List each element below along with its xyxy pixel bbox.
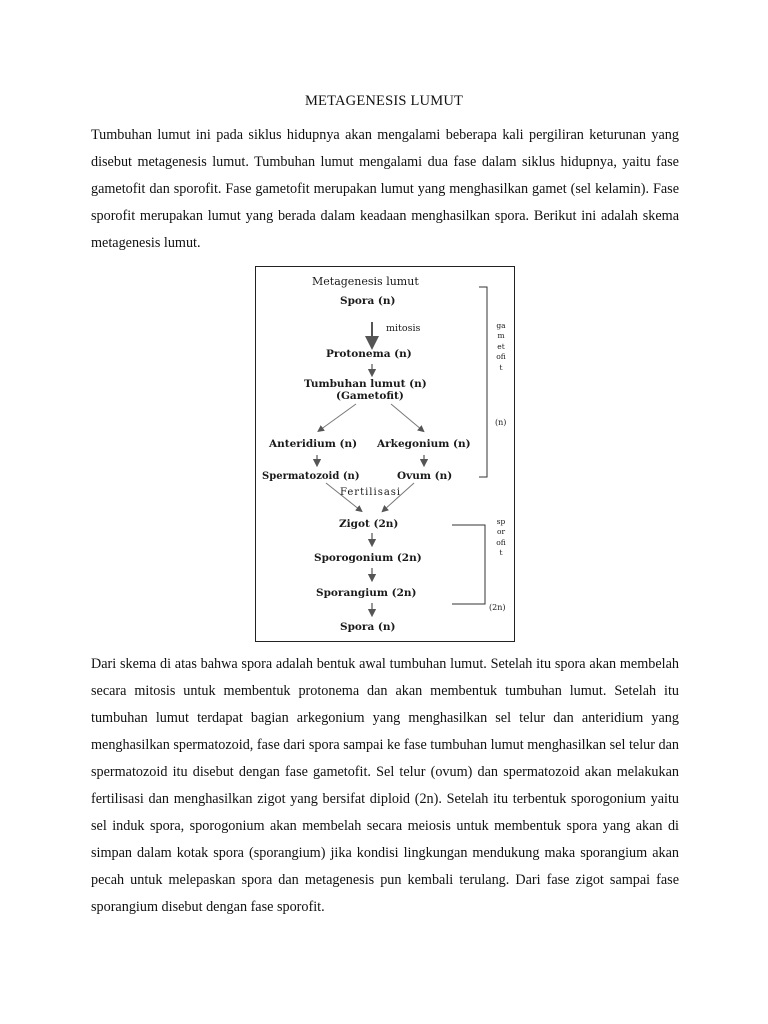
label-sporofit-ploidy: (2n) <box>489 603 506 612</box>
intro-paragraph: Tumbuhan lumut ini pada siklus hidupnya akan mengalami beberapa kali pergiliran keturunan yang disebut metagenesis lumut. Tumbuhan lumut mengalami dua fase dalam siklus hidupnya, yaitu fase gametofit dan sporofit. Fase gametofit merupakan lumut yang menghasilkan gamet (sel kelamin). Fase sporofit merupakan lumut yang berada dalam keadaan menghasilkan spora. Berikut ini adalah skema metagenesis lumut. <box>91 127 679 251</box>
label-gametofit-ploidy: (n) <box>495 418 507 427</box>
node-spora-end: Spora (n) <box>340 621 396 633</box>
arrow-tumbuhan-anteridium <box>320 404 356 430</box>
node-zigot: Zigot (2n) <box>339 518 399 530</box>
page-title: METAGENESIS LUMUT <box>304 93 464 109</box>
label-fertilisasi: Fertilisasi <box>340 487 402 498</box>
arrow-tumbuhan-arkegonium <box>391 404 422 430</box>
label-gametofit-vertical: gametofit <box>496 321 506 372</box>
node-spora-start: Spora (n) <box>340 295 396 307</box>
label-sporofit-vertical: sporofit <box>496 517 506 558</box>
sporofit-bracket <box>452 525 485 604</box>
gametofit-bracket <box>479 287 487 477</box>
node-spermatozoid: Spermatozoid (n) <box>262 471 360 482</box>
explanation-paragraph: Dari skema di atas bahwa spora adalah bentuk awal tumbuhan lumut. Setelah itu spora akan membelah secara mitosis untuk membentuk protonema dan akan membentuk tumbuhan lumut. Setelah itu tumbuhan lumut terdapat bagian arkegonium yang menghasilkan sel telur dan anteridium yang menghasilkan spermatozoid, fase dari spora sampai ke fase tumbuhan lumut menghasilkan sel telur dan spermatozoid itu disebut dengan fase gametofit. Sel telur (ovum) dan spermatozoid akan melakukan fertilisasi dan menghasilkan zigot yang bersifat diploid (2n). Setelah itu terbentuk sporogonium yaitu sel induk spora, sporogonium akan membelah secara meiosis untuk membentuk spora yang akan di simpan dalam kotak spora (sporangium) jika kondisi lingkungan mendukung maka sporangium akan pecah untuk melepaskan spora dan metagenesis pun kembali terulang. Dari fase zigot sampai fase sporangium disebut dengan fase sporofit. <box>91 656 679 915</box>
node-arkegonium: Arkegonium (n) <box>377 438 471 450</box>
node-protonema: Protonema (n) <box>326 348 412 360</box>
metagenesis-diagram <box>255 266 515 642</box>
node-anteridium: Anteridium (n) <box>269 438 358 450</box>
node-ovum: Ovum (n) <box>397 470 453 482</box>
node-gametofit-paren: (Gametofit) <box>336 390 404 402</box>
node-tumbuhan-lumut: Tumbuhan lumut (n) <box>304 378 427 390</box>
node-sporangium: Sporangium (2n) <box>316 587 417 599</box>
diagram-heading: Metagenesis lumut <box>312 275 419 288</box>
label-mitosis: mitosis <box>386 323 421 334</box>
node-sporogonium: Sporogonium (2n) <box>314 552 422 564</box>
